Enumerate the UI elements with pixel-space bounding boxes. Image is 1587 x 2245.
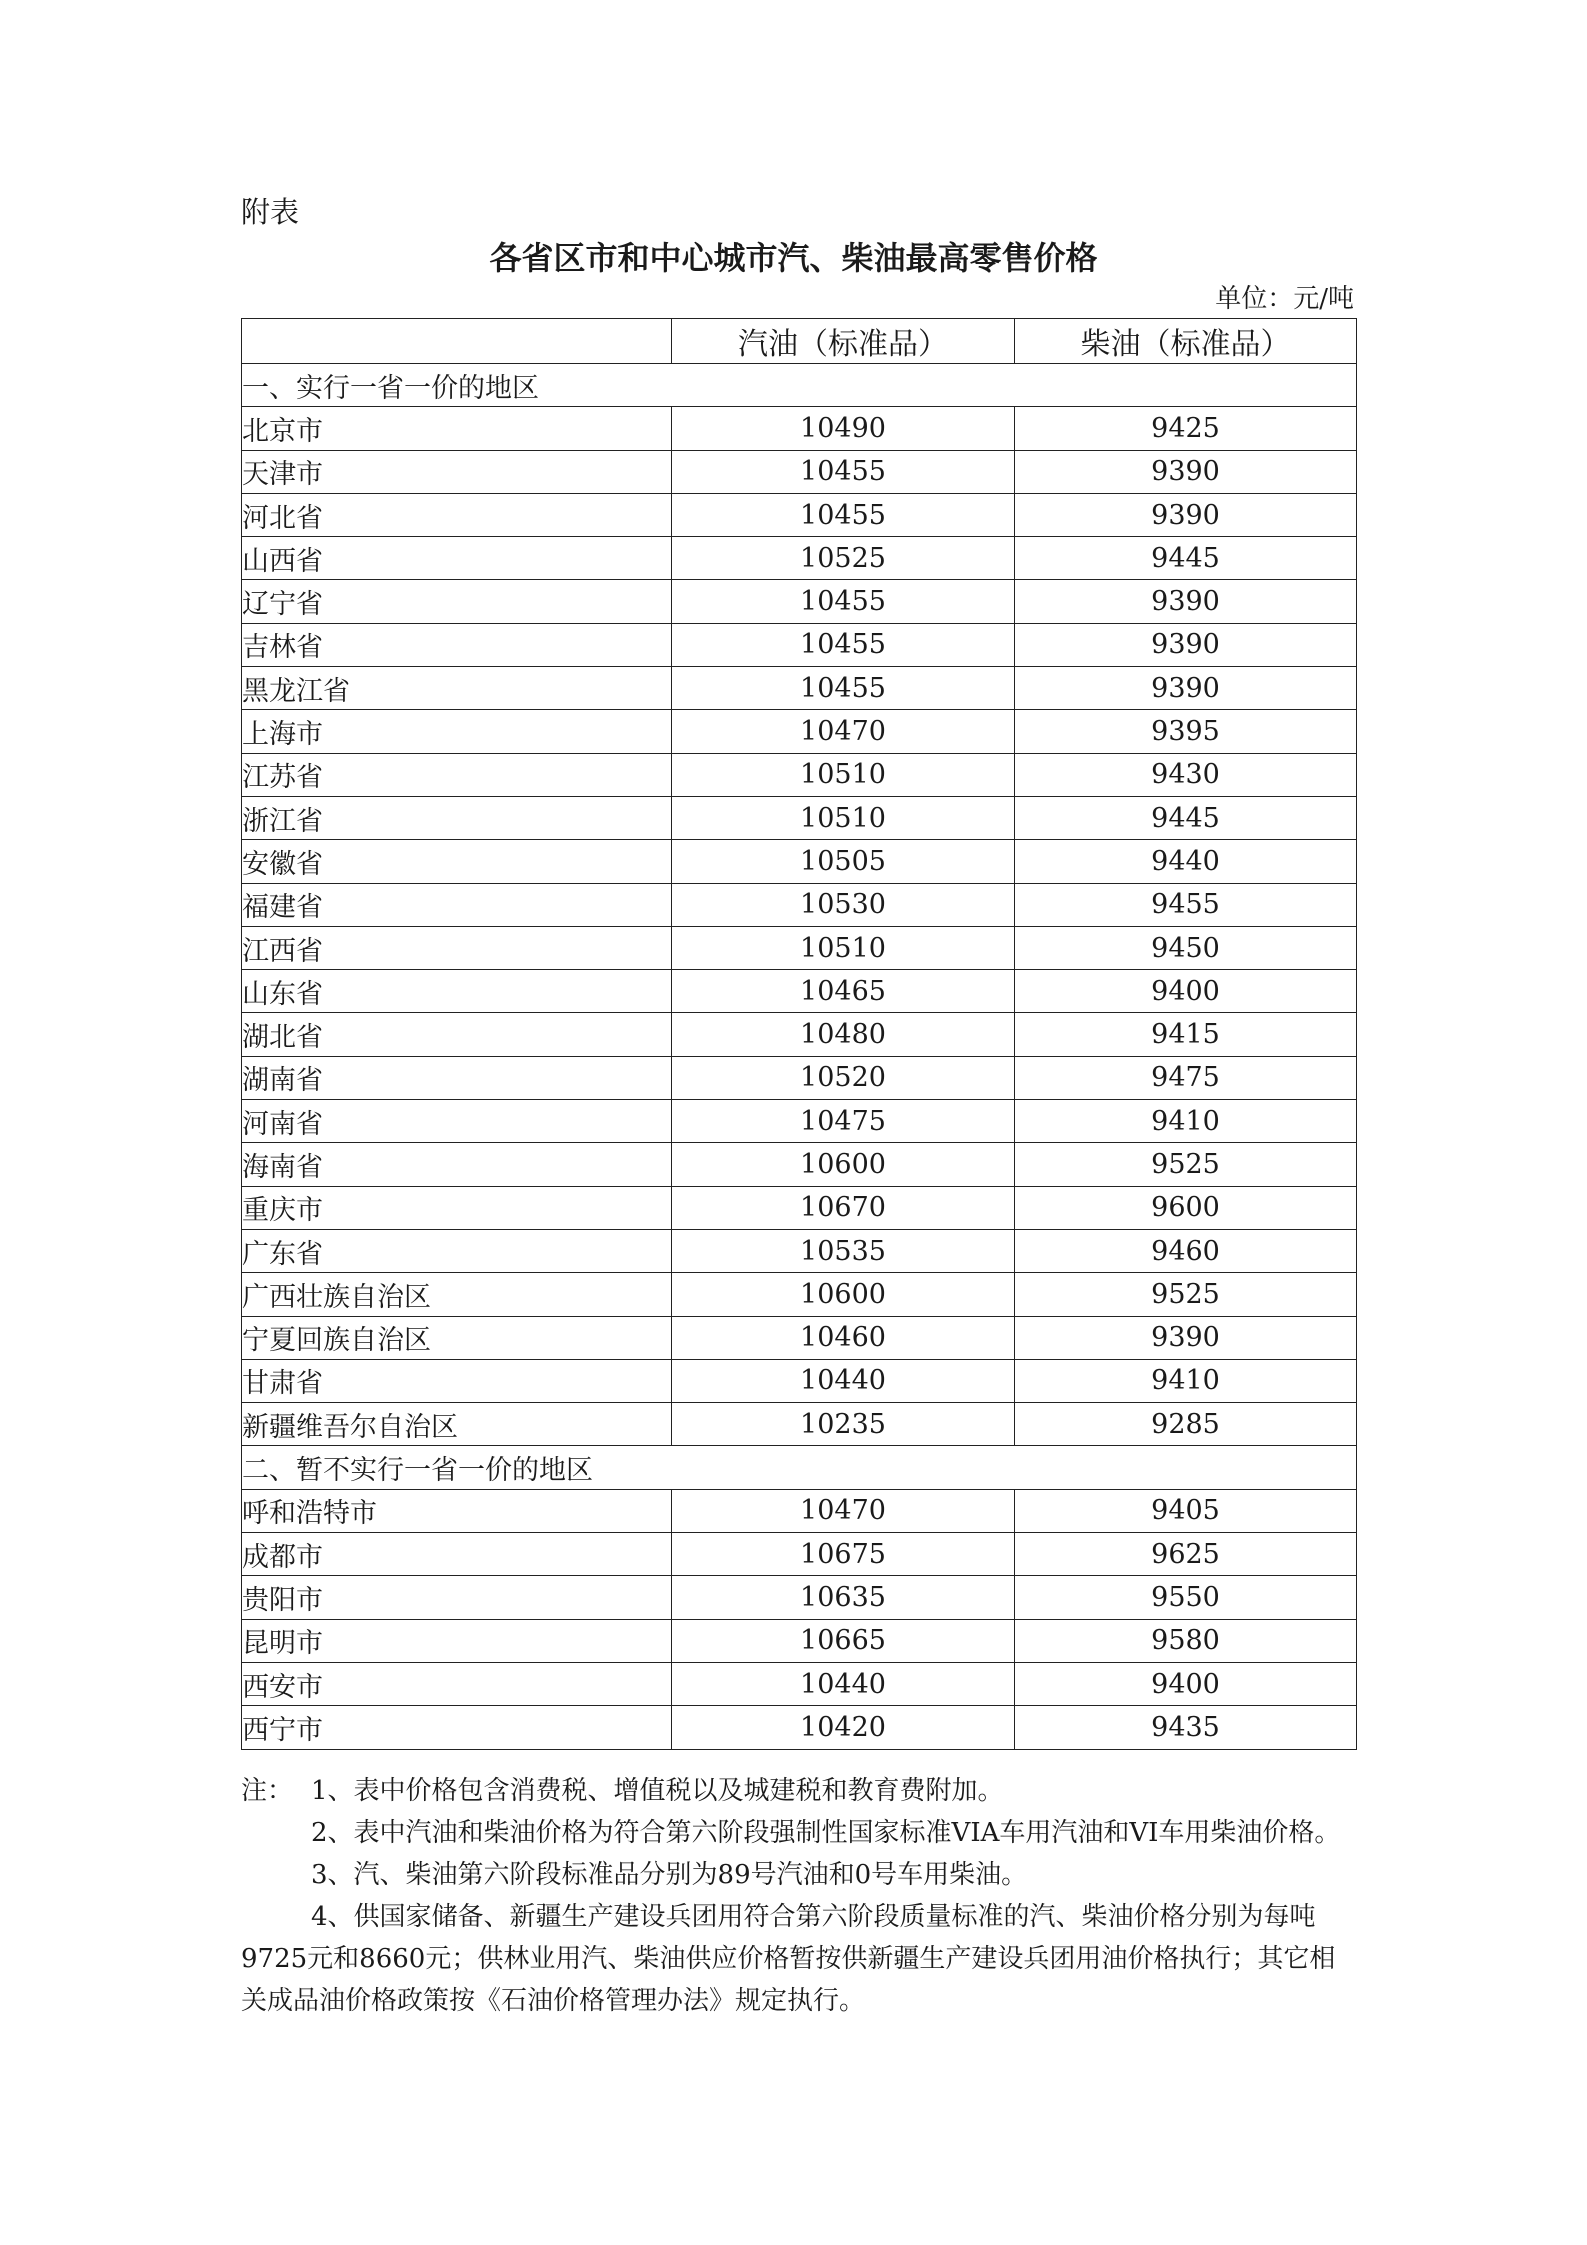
diesel-price-cell: 9550	[1015, 1576, 1357, 1619]
diesel-price-cell: 9445	[1015, 537, 1357, 580]
column-header-region	[242, 319, 672, 364]
gasoline-price-cell: 10510	[672, 753, 1015, 796]
note-item: 3、汽、柴油第六阶段标准品分别为89号汽油和0号车用柴油。	[311, 1860, 1028, 1890]
table-row	[242, 1143, 1357, 1186]
table-row	[242, 970, 1357, 1013]
gasoline-price-cell: 10490	[672, 407, 1015, 450]
table-row	[242, 1662, 1357, 1705]
table-row	[242, 796, 1357, 839]
region-cell: 甘肃省	[242, 1359, 672, 1402]
gasoline-price-cell: 10525	[672, 537, 1015, 580]
column-header-diesel: 柴油（标准品）	[1015, 319, 1357, 364]
table-row	[242, 1056, 1357, 1099]
region-cell: 贵阳市	[242, 1576, 672, 1619]
table-row	[242, 1100, 1357, 1143]
gasoline-price-cell: 10470	[672, 710, 1015, 753]
table-row	[242, 1489, 1357, 1532]
region-cell: 山东省	[242, 970, 672, 1013]
gasoline-price-cell: 10510	[672, 796, 1015, 839]
region-cell: 宁夏回族自治区	[242, 1316, 672, 1359]
region-cell: 河南省	[242, 1100, 672, 1143]
region-cell: 安徽省	[242, 840, 672, 883]
region-cell: 昆明市	[242, 1619, 672, 1662]
section-row	[242, 364, 1357, 407]
region-cell: 天津市	[242, 450, 672, 493]
column-header-gasoline: 汽油（标准品）	[672, 319, 1015, 364]
table-header-row	[242, 319, 1357, 364]
region-cell: 吉林省	[242, 623, 672, 666]
diesel-price-cell: 9390	[1015, 1316, 1357, 1359]
unit-label: 单位：元/吨	[1215, 284, 1354, 314]
diesel-price-cell: 9600	[1015, 1186, 1357, 1229]
diesel-price-cell: 9580	[1015, 1619, 1357, 1662]
table-row	[242, 667, 1357, 710]
table-row	[242, 710, 1357, 753]
diesel-price-cell: 9410	[1015, 1359, 1357, 1402]
region-cell: 浙江省	[242, 796, 672, 839]
gasoline-price-cell: 10440	[672, 1662, 1015, 1705]
region-cell: 河北省	[242, 493, 672, 536]
diesel-price-cell: 9425	[1015, 407, 1357, 450]
notes-label: 注：	[241, 1776, 294, 1806]
table-row	[242, 1403, 1357, 1446]
diesel-price-cell: 9450	[1015, 926, 1357, 969]
table-row	[242, 840, 1357, 883]
diesel-price-cell: 9390	[1015, 493, 1357, 536]
diesel-price-cell: 9400	[1015, 970, 1357, 1013]
gasoline-price-cell: 10235	[672, 1403, 1015, 1446]
gasoline-price-cell: 10535	[672, 1229, 1015, 1272]
diesel-price-cell: 9625	[1015, 1533, 1357, 1576]
gasoline-price-cell: 10530	[672, 883, 1015, 926]
region-cell: 江苏省	[242, 753, 672, 796]
region-cell: 呼和浩特市	[242, 1489, 672, 1532]
table-row	[242, 1186, 1357, 1229]
diesel-price-cell: 9440	[1015, 840, 1357, 883]
table-row	[242, 1706, 1357, 1749]
region-cell: 山西省	[242, 537, 672, 580]
gasoline-price-cell: 10465	[672, 970, 1015, 1013]
table-row	[242, 1013, 1357, 1056]
gasoline-price-cell: 10470	[672, 1489, 1015, 1532]
region-cell: 成都市	[242, 1533, 672, 1576]
price-table	[241, 318, 1357, 1750]
diesel-price-cell: 9390	[1015, 667, 1357, 710]
gasoline-price-cell: 10460	[672, 1316, 1015, 1359]
diesel-price-cell: 9390	[1015, 450, 1357, 493]
region-cell: 湖北省	[242, 1013, 672, 1056]
region-cell: 海南省	[242, 1143, 672, 1186]
diesel-price-cell: 9390	[1015, 580, 1357, 623]
region-cell: 新疆维吾尔自治区	[242, 1403, 672, 1446]
page-title: 各省区市和中心城市汽、柴油最高零售价格	[489, 239, 1098, 277]
table-row	[242, 1533, 1357, 1576]
region-cell: 福建省	[242, 883, 672, 926]
gasoline-price-cell: 10520	[672, 1056, 1015, 1099]
table-row	[242, 580, 1357, 623]
table-row	[242, 1316, 1357, 1359]
gasoline-price-cell: 10475	[672, 1100, 1015, 1143]
region-cell: 西安市	[242, 1662, 672, 1705]
region-cell: 北京市	[242, 407, 672, 450]
diesel-price-cell: 9455	[1015, 883, 1357, 926]
note-text: 1、表中价格包含消费税、增值税以及城建税和教育费附加。	[311, 1776, 1004, 1806]
gasoline-price-cell: 10600	[672, 1273, 1015, 1316]
diesel-price-cell: 9475	[1015, 1056, 1357, 1099]
note-item	[241, 1770, 1356, 1812]
table-row	[242, 407, 1357, 450]
table-row	[242, 623, 1357, 666]
gasoline-price-cell: 10455	[672, 667, 1015, 710]
diesel-price-cell: 9390	[1015, 623, 1357, 666]
region-cell: 黑龙江省	[242, 667, 672, 710]
region-cell: 江西省	[242, 926, 672, 969]
table-row	[242, 926, 1357, 969]
table-row	[242, 1359, 1357, 1402]
region-cell: 辽宁省	[242, 580, 672, 623]
region-cell: 上海市	[242, 710, 672, 753]
table-row	[242, 753, 1357, 796]
region-cell: 广西壮族自治区	[242, 1273, 672, 1316]
diesel-price-cell: 9395	[1015, 710, 1357, 753]
appendix-label: 附表	[241, 195, 300, 229]
gasoline-price-cell: 10440	[672, 1359, 1015, 1402]
table-row	[242, 1273, 1357, 1316]
gasoline-price-cell: 10455	[672, 493, 1015, 536]
table-body	[242, 364, 1357, 1750]
diesel-price-cell: 9400	[1015, 1662, 1357, 1705]
gasoline-price-cell: 10455	[672, 580, 1015, 623]
gasoline-price-cell: 10510	[672, 926, 1015, 969]
notes	[241, 1770, 1356, 2022]
region-cell: 湖南省	[242, 1056, 672, 1099]
section-label: 二、暂不实行一省一价的地区	[242, 1446, 1357, 1489]
gasoline-price-cell: 10505	[672, 840, 1015, 883]
region-cell: 西宁市	[242, 1706, 672, 1749]
table-row	[242, 537, 1357, 580]
region-cell: 重庆市	[242, 1186, 672, 1229]
diesel-price-cell: 9430	[1015, 753, 1357, 796]
table-row	[242, 1576, 1357, 1619]
section-row	[242, 1446, 1357, 1489]
diesel-price-cell: 9285	[1015, 1403, 1357, 1446]
gasoline-price-cell: 10480	[672, 1013, 1015, 1056]
gasoline-price-cell: 10665	[672, 1619, 1015, 1662]
note-item: 2、表中汽油和柴油价格为符合第六阶段强制性国家标准VIA车用汽油和VI车用柴油价格。	[311, 1818, 1341, 1848]
diesel-price-cell: 9460	[1015, 1229, 1357, 1272]
gasoline-price-cell: 10670	[672, 1186, 1015, 1229]
diesel-price-cell: 9525	[1015, 1143, 1357, 1186]
table-row	[242, 1619, 1357, 1662]
diesel-price-cell: 9405	[1015, 1489, 1357, 1532]
region-cell: 广东省	[242, 1229, 672, 1272]
gasoline-price-cell: 10600	[672, 1143, 1015, 1186]
table-row	[242, 493, 1357, 536]
table-row	[242, 883, 1357, 926]
diesel-price-cell: 9525	[1015, 1273, 1357, 1316]
diesel-price-cell: 9415	[1015, 1013, 1357, 1056]
note-item: 4、供国家储备、新疆生产建设兵团用符合第六阶段质量标准的汽、柴油价格分别为每吨9725元和8660元；供林业用汽、柴油供应价格暂按供新疆生产建设兵团用油价格执行；其它相关成品油价格政策按《石油价格管理办法》规定执行。	[241, 1902, 1336, 2016]
gasoline-price-cell: 10455	[672, 450, 1015, 493]
gasoline-price-cell: 10455	[672, 623, 1015, 666]
table-row	[242, 450, 1357, 493]
diesel-price-cell: 9410	[1015, 1100, 1357, 1143]
table-row	[242, 1229, 1357, 1272]
diesel-price-cell: 9445	[1015, 796, 1357, 839]
diesel-price-cell: 9435	[1015, 1706, 1357, 1749]
gasoline-price-cell: 10675	[672, 1533, 1015, 1576]
section-label: 一、实行一省一价的地区	[242, 364, 1357, 407]
gasoline-price-cell: 10635	[672, 1576, 1015, 1619]
gasoline-price-cell: 10420	[672, 1706, 1015, 1749]
